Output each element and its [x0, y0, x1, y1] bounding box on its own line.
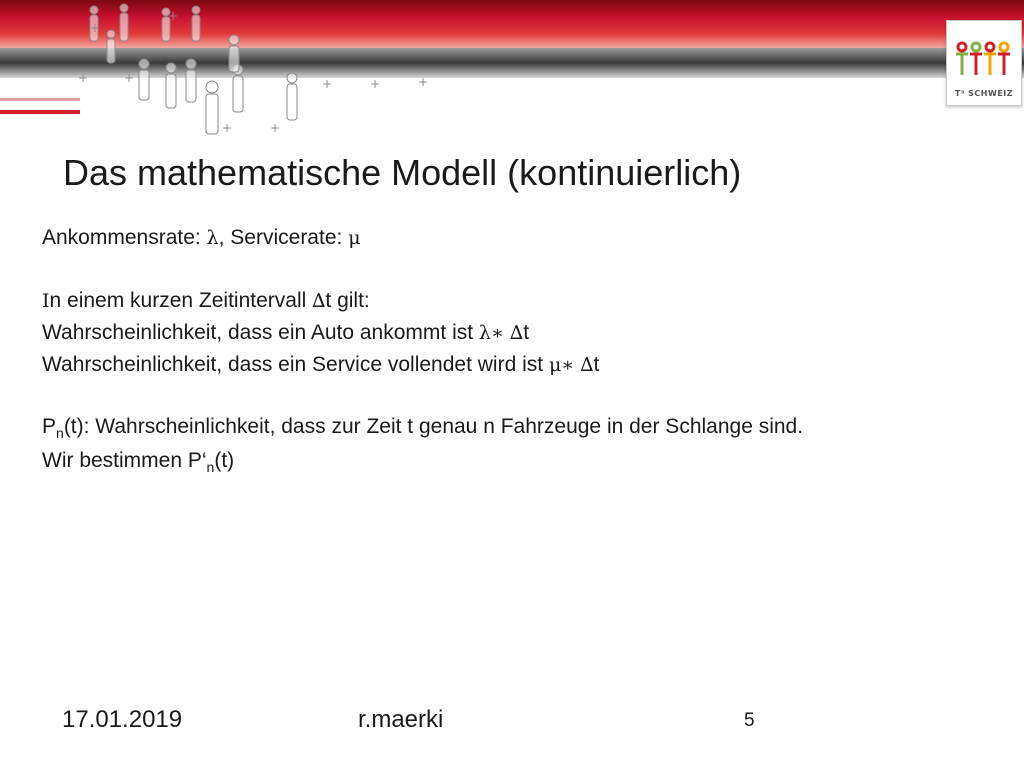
footer-date: 17.01.2019 [62, 706, 183, 733]
page-number: 5 [744, 710, 755, 731]
svg-text:+: + [370, 77, 381, 91]
service-probability-text: Wahrscheinlichkeit, dass ein Service vollendet wird ist [42, 353, 549, 376]
rates-line [42, 222, 942, 254]
interval-text: n einem kurzen Zeitintervall [49, 289, 313, 312]
pn-subscript: n [56, 425, 64, 441]
arrival-probability-line [42, 317, 942, 349]
service-probability-tail: t [593, 353, 600, 376]
svg-text:+: + [418, 75, 429, 89]
delta-symbol: ∆ [312, 290, 326, 312]
mu-symbol: μ [348, 227, 361, 249]
pn-definition [42, 412, 922, 441]
service-rate-label: , Servicerate: [218, 226, 349, 249]
arrival-probability-text: Wahrscheinlichkeit, dass ein Auto ankommt ist [42, 321, 479, 344]
pn-text: (t): Wahrscheinlichkeit, dass zur Zeit t genau n Fahrzeuge in der Schlange sind. [63, 415, 804, 438]
svg-text:+: + [124, 71, 135, 85]
header-band [0, 0, 1024, 140]
lambda-delta-symbols: λ∗ ∆ [478, 322, 524, 344]
arrival-rate-label: Ankommensrate: [42, 226, 207, 249]
svg-text:+: + [222, 121, 233, 135]
interval-tail: t gilt: [325, 289, 370, 312]
determine-text: Wir bestimmen P‘ [42, 449, 207, 472]
service-probability-line [42, 349, 942, 381]
lambda-symbol: λ [206, 227, 219, 249]
pn-p: P [42, 415, 57, 438]
interval-line [42, 285, 942, 317]
arrival-probability-tail: t [523, 321, 530, 344]
svg-text:+: + [78, 71, 89, 85]
svg-text:+: + [322, 77, 333, 91]
svg-text:+: + [168, 9, 179, 23]
mu-delta-symbols: μ∗ ∆ [548, 354, 594, 376]
t3-schweiz-logo [946, 20, 1022, 106]
logo-caption: T³ SCHWEIZ [954, 89, 1014, 98]
header-band-graphic [0, 0, 1024, 140]
svg-text:+: + [270, 121, 281, 135]
slide-body [42, 222, 942, 476]
svg-text:+: + [90, 21, 101, 35]
determine-line [42, 445, 942, 476]
determine-subscript: n [206, 459, 215, 475]
footer-author: r.maerki [358, 706, 444, 733]
interval-initial: I [42, 290, 50, 312]
slide-title: Das mathematische Modell (kontinuierlich) [63, 152, 742, 193]
determine-tail: (t) [214, 449, 235, 472]
t3-people-logo-icon [947, 21, 1021, 87]
